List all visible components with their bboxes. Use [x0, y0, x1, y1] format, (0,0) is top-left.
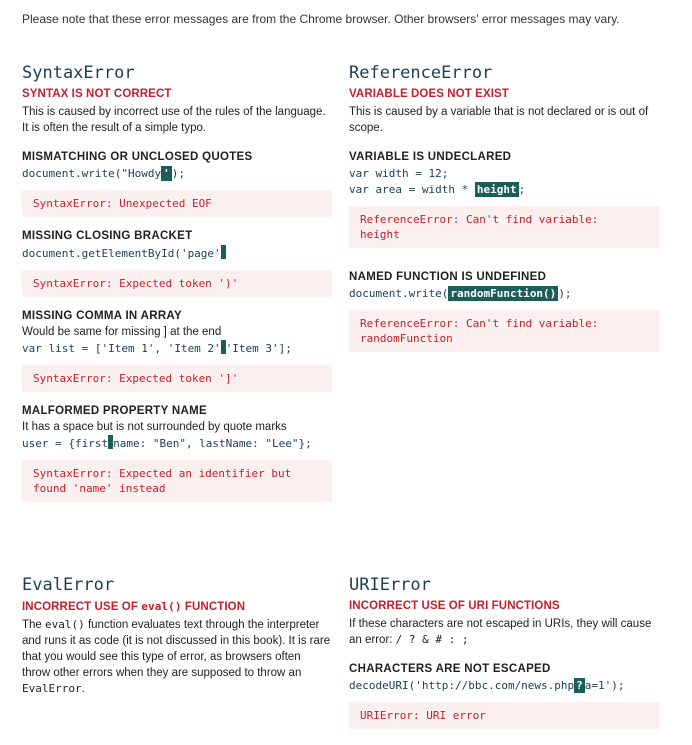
eval-error-title: EvalError [22, 575, 115, 595]
example-heading: CHARACTERS ARE NOT ESCAPED [349, 663, 551, 675]
example-heading: MISSING CLOSING BRACKET [22, 230, 193, 242]
example-heading: MALFORMED PROPERTY NAME [22, 405, 207, 417]
reference-error-subtitle: VARIABLE DOES NOT EXIST [349, 88, 509, 100]
example-heading: MISMATCHING OR UNCLOSED QUOTES [22, 151, 253, 163]
reference-error-title: ReferenceError [349, 63, 493, 83]
error-message: SyntaxError: Unexpected EOF [22, 190, 332, 217]
error-message: SyntaxError: Expected token ')' [22, 270, 332, 297]
code-line: var width = 12; [349, 167, 449, 180]
highlight-mark: ' [163, 167, 170, 180]
uri-error-title: URIError [349, 575, 431, 595]
syntax-error-title: SyntaxError [22, 63, 135, 83]
uri-error-description: If these characters are not escaped in URIs, they will cause an error: / ? & # : ; [349, 618, 652, 646]
uri-error-section [349, 574, 659, 741]
syntax-error-subtitle: SYNTAX IS NOT CORRECT [22, 88, 172, 100]
uri-error-subtitle: INCORRECT USE OF URI FUNCTIONS [349, 600, 560, 612]
highlight-mark: ? [576, 679, 583, 692]
reference-error-description: This is caused by a variable that is not declared or is out of scope. [349, 106, 649, 134]
code-line: document.write( randomFunction() ); [349, 287, 572, 300]
example-note: It has a space but is not surrounded by quote marks [22, 421, 287, 433]
error-message: URIError: URI error [349, 702, 659, 729]
code-line: document.getElementById('page' [22, 245, 332, 262]
error-message: ReferenceError: Can't find variable: height [349, 206, 659, 248]
example-note: Would be same for missing ] at the end [22, 326, 222, 338]
reference-error-section [349, 62, 659, 364]
code-line: decodeURI('http://bbc.com/news.php ? a=1'); [349, 679, 625, 692]
eval-error-subtitle: INCORRECT USE OF eval() FUNCTION [22, 600, 246, 613]
eval-error-section [22, 574, 332, 711]
code-line: var list = ['Item 1', 'Item 2' 'Item 3']; [22, 342, 292, 355]
eval-error-description: The eval() function evaluates text through the interpreter and runs it as code (it is not discussed in this book). It is rare that you would see this type of error, as browsers often throw other errors when they are supposed to throw an EvalError. [22, 618, 331, 695]
error-message: SyntaxError: Expected token ']' [22, 365, 332, 392]
highlight-mark: randomFunction() [450, 287, 557, 300]
code-line: user = {first name: "Ben", lastName: "Lee"}; [22, 437, 312, 450]
code-line: document.write("Howdy ' ); [22, 167, 185, 180]
error-message: ReferenceError: Can't find variable: randomFunction [349, 310, 659, 352]
syntax-error-description: This is caused by incorrect use of the rules of the language. It is often the result of a simple typo. [22, 106, 326, 134]
example-heading: MISSING COMMA IN ARRAY [22, 310, 182, 322]
syntax-error-section [22, 62, 332, 514]
browser-note: Please note that these error messages are from the Chrome browser. Other browsers' error messages may vary. [22, 12, 620, 26]
error-message: SyntaxError: Expected an identifier but found 'name' instead [22, 460, 332, 502]
example-heading: NAMED FUNCTION IS UNDEFINED [349, 271, 547, 283]
highlight-mark [221, 245, 226, 259]
example-heading: VARIABLE IS UNDECLARED [349, 151, 512, 163]
highlight-mark: height [476, 183, 517, 196]
code-line: var area = width * height ; [349, 183, 526, 196]
